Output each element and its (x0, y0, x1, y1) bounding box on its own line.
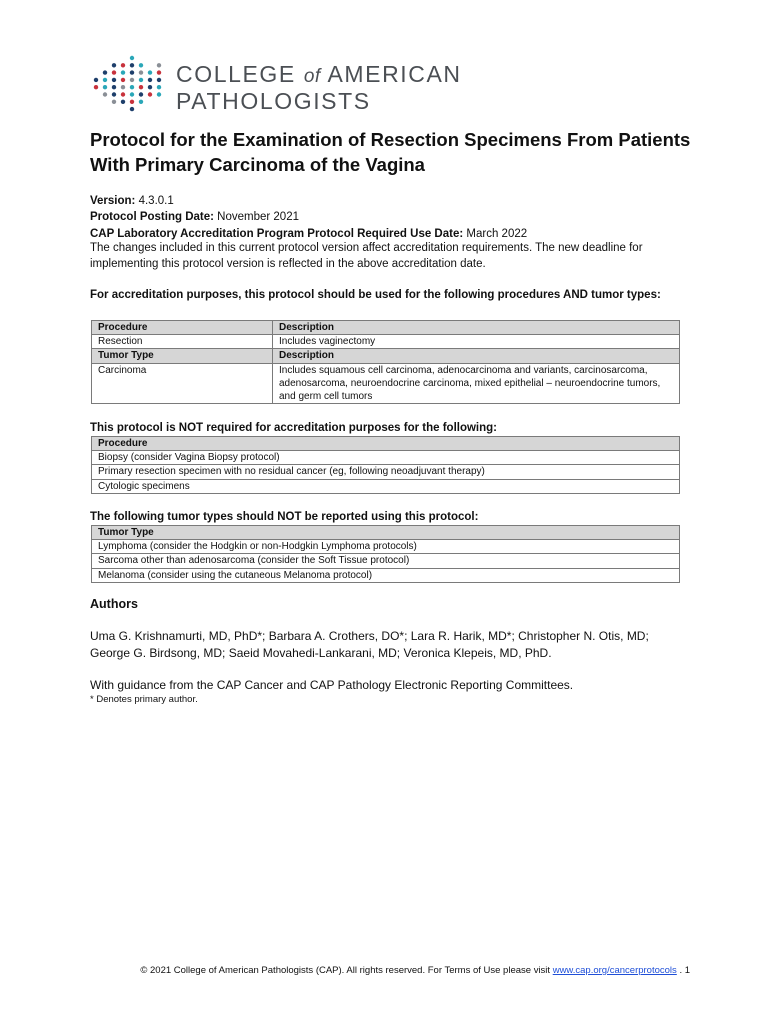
logo-dot (130, 78, 134, 82)
version-change-note: The changes included in this current protocol version affect accreditation requirements. The new deadline for implementing this protocol version is reflected in the above accreditation date. (90, 242, 643, 271)
protocol-meta (90, 193, 690, 242)
version-value: 4.3.0.1 (138, 195, 174, 207)
table-header-cell: Procedure (92, 437, 680, 451)
logo-dot (130, 85, 134, 89)
document-title: Protocol for the Examination of Resection Specimens From Patients With Primary Carcinoma of the Vagina (90, 129, 691, 175)
page-footer (90, 965, 690, 976)
logo-dot (139, 92, 143, 96)
logo-dot (103, 78, 107, 82)
logo-dot (103, 85, 107, 89)
table-header-cell: Tumor Type (92, 349, 273, 363)
logo-dot (157, 85, 161, 89)
logo-dot (112, 78, 116, 82)
table-header-row (92, 321, 680, 335)
table-row (92, 451, 680, 465)
table-cell: Resection (92, 335, 273, 349)
logo-dot (139, 63, 143, 67)
logo-dot (157, 63, 161, 67)
logo-dot (112, 63, 116, 67)
logo-dot (130, 63, 134, 67)
logo-dot (103, 70, 107, 74)
table-cell: Biopsy (consider Vagina Biopsy protocol) (92, 451, 680, 465)
table-header-row (92, 526, 680, 540)
page-number: . 1 (679, 965, 690, 976)
logo-dot (139, 85, 143, 89)
logo-dot (157, 92, 161, 96)
table-header-cell: Procedure (92, 321, 273, 335)
table-header-row (92, 437, 680, 451)
logo-text-of: of (303, 66, 321, 87)
required-use-date-label: CAP Laboratory Accreditation Program Protocol Required Use Date: (90, 227, 464, 240)
logo-text-pathologists: PATHOLOGISTS (176, 88, 371, 114)
table-header-cell: Description (273, 349, 680, 363)
table-cell: Includes squamous cell carcinoma, adenocarcinoma and variants, carcinosarcoma, adenosarcoma, neuroendocrine carcinoma, mixed epithelial – neuroendocrine tumors, and germ cell tumors (273, 363, 680, 404)
logo-dot (121, 63, 125, 67)
authors-list: Uma G. Krishnamurti, MD, PhD*; Barbara A. Crothers, DO*; Lara R. Harik, MD*; Christopher N. Otis, MD; George G. Birdsong, MD; Saeid Movahedi-Lankarani, MD; Veronica Klepeis, MD, PhD. (90, 629, 649, 660)
table-cell: Carcinoma (92, 363, 273, 404)
copyright-text: © 2021 College of American Pathologists (CAP). All rights reserved. For Terms of Use please visit (140, 965, 553, 976)
table-row (92, 568, 680, 582)
table-cell: Lymphoma (consider the Hodgkin or non-Hodgkin Lymphoma protocols) (92, 540, 680, 554)
procedures-table (91, 320, 680, 404)
logo-dot (148, 92, 152, 96)
logo-dot (130, 56, 134, 60)
posting-date-value: November 2021 (217, 211, 299, 224)
table-cell: Cytologic specimens (92, 479, 680, 493)
logo-dot (112, 100, 116, 104)
logo-text-american: AMERICAN (320, 61, 462, 87)
logo-dot (121, 70, 125, 74)
table-cell: Includes vaginectomy (273, 335, 680, 349)
table-row (92, 479, 680, 493)
logo-dot (157, 70, 161, 74)
logo-dot (148, 78, 152, 82)
excluded-tumor-heading: The following tumor types should NOT be reported using this protocol: (90, 511, 479, 523)
table-cell: Sarcoma other than adenosarcoma (consider the Soft Tissue protocol) (92, 554, 680, 568)
table-cell: Primary resection specimen with no residual cancer (eg, following neoadjuvant therapy) (92, 465, 680, 479)
required-use-date-value: March 2022 (466, 227, 528, 240)
logo-dot (112, 92, 116, 96)
table-row (92, 335, 680, 349)
terms-link[interactable]: www.cap.org/cancerprotocols (552, 965, 677, 976)
logo-dot (139, 100, 143, 104)
logo-dot (112, 85, 116, 89)
primary-author-note: * Denotes primary author. (90, 694, 198, 705)
logo-dot (121, 92, 125, 96)
logo-dot (139, 78, 143, 82)
logo-wordmark (176, 62, 462, 114)
logo-dot (130, 107, 134, 111)
logo-dot (121, 78, 125, 82)
excluded-tumor-table (91, 525, 680, 583)
logo-dot-pattern-icon (92, 54, 164, 114)
table-cell: Melanoma (consider using the cutaneous Melanoma protocol) (92, 568, 680, 582)
cap-logo (92, 54, 492, 118)
logo-dot (103, 92, 107, 96)
logo-dot (148, 70, 152, 74)
logo-dot (148, 85, 152, 89)
logo-dot (121, 85, 125, 89)
logo-dot (94, 78, 98, 82)
table-row (92, 554, 680, 568)
logo-dot (130, 100, 134, 104)
posting-date-label: Protocol Posting Date: (90, 211, 214, 224)
not-required-heading: This protocol is NOT required for accreditation purposes for the following: (90, 422, 497, 434)
logo-dot (121, 100, 125, 104)
guidance-note: With guidance from the CAP Cancer and CAP Pathology Electronic Reporting Committees. (90, 678, 574, 692)
table-header-cell: Tumor Type (92, 526, 680, 540)
authors-heading: Authors (90, 597, 138, 611)
logo-dot (130, 70, 134, 74)
logo-dot (139, 70, 143, 74)
logo-dot (112, 70, 116, 74)
logo-dot (94, 85, 98, 89)
logo-dot (157, 78, 161, 82)
logo-text-college: COLLEGE (176, 61, 304, 87)
table-header-row (92, 349, 680, 363)
table-row (92, 540, 680, 554)
not-required-table (91, 436, 680, 494)
table-header-cell: Description (273, 321, 680, 335)
logo-dot (130, 92, 134, 96)
version-label: Version: (90, 195, 136, 207)
table-row (92, 363, 680, 404)
accreditation-required-heading: For accreditation purposes, this protocol should be used for the following procedures AND tumor types: (90, 289, 661, 301)
table-row (92, 465, 680, 479)
